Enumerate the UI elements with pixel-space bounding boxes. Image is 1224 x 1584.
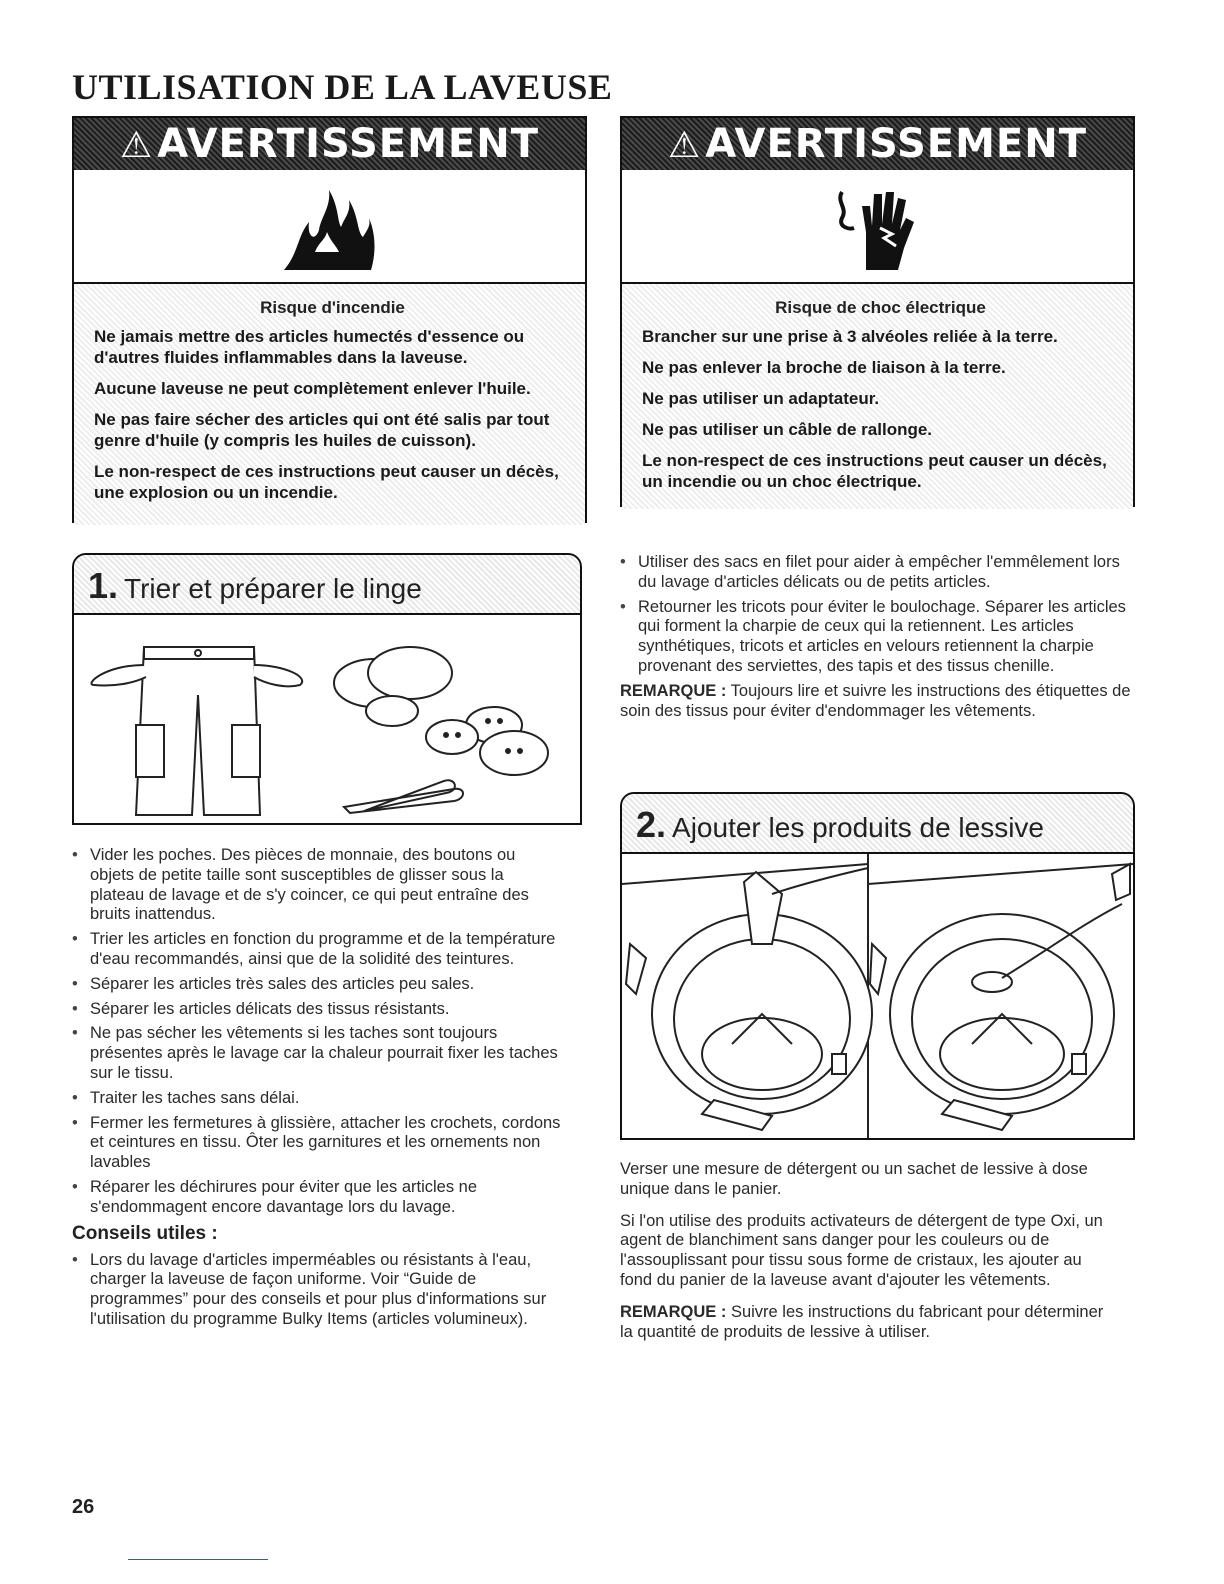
fire-icon-area [74,170,585,284]
page-number: 26 [72,1496,95,1518]
section-1-number: 1. [88,565,119,606]
shock-warning-line: Ne pas utiliser un adaptateur. [642,389,880,408]
list-item: • Trier les articles en fonction du programme et de la température d'eau recommandés, ainsi que de la solidité des teintures. [72,930,562,970]
warning-triangle-icon: ⚠ [667,125,702,166]
section-1-header [74,555,580,615]
section-1-bullet-list [72,846,562,1218]
shock-warning-line: Ne pas enlever la broche de liaison à la terre. [642,358,1006,377]
shock-icon-area [622,170,1133,284]
section-1-title: Trier et préparer le linge [124,573,422,604]
fire-warning-line: Ne jamais mettre des articles humectés d'essence ou d'autres fluides inflammables dans la laveuse. [94,327,525,367]
warning-header [74,118,585,170]
section-1-content [72,846,562,1335]
section-2-title: Ajouter les produits de lessive [672,812,1045,843]
shock-warning-line: Le non-respect de ces instructions peut causer un décès, un incendie ou un choc électrique. [642,451,1107,491]
page-title: UTILISATION DE LA LAVEUSE [72,67,613,107]
note-text: Toujours lire et suivre les instructions des étiquettes de soin des tissus pour éviter d'endommager les vêtements. [620,681,1131,720]
note-label: REMARQUE : [620,681,727,700]
fire-icon [279,182,379,272]
warning-triangle-icon: ⚠ [119,125,154,166]
shock-warning-box [620,116,1135,507]
list-item: • Retourner les tricots pour éviter le boulochage. Séparer les articles qui forment la charpie de ceux qui la retiennent. Les articles synthétiques, tricots et articles en velours retiennent la charpie provenant des serviettes, des tapis et des tissus chenille. [620,598,1135,677]
list-item: • Traiter les taches sans délai. [72,1089,562,1109]
section-2-box [620,792,1135,1140]
fire-warning-box [72,116,587,523]
fire-warning-subtitle: Risque d'incendie [260,298,405,317]
shock-warning-line: Brancher sur une prise à 3 alvéoles reliée à la terre. [642,327,1058,346]
right-column-content [620,553,1135,721]
laundry-sorting-illustration [74,615,580,825]
right-bullet-list [620,553,1135,677]
list-item: • Ne pas sécher les vêtements si les taches sont toujours présentes après le lavage car la chaleur pourrait fixer les taches sur le tissu. [72,1024,562,1083]
list-item: • Vider les poches. Des pièces de monnaie, des boutons ou objets de petite taille sont susceptibles de glisser sous la plateau de lavage et de s'y coincer, ce qui peut entraîne des bruits inattendus. [72,846,562,925]
care-label-note [620,682,1135,722]
shock-warning-line: Ne pas utiliser un câble de rallonge. [642,420,933,439]
section-2-content [620,1160,1110,1342]
list-item: • Fermer les fermetures à glissière, attacher les crochets, cordons et ceintures en tissu. Ôter les garnitures et les ornements non lavables [72,1114,562,1173]
warning-header [622,118,1133,170]
list-item: • Séparer les articles délicats des tissus résistants. [72,1000,562,1020]
fire-warning-line: Ne pas faire sécher des articles qui ont été salis par tout genre d'huile (y compris les huiles de cuisson). [94,410,550,450]
section-2-header [622,794,1133,854]
footer-divider [128,1559,268,1560]
shock-warning-subtitle: Risque de choc électrique [775,298,986,317]
list-item: • Séparer les articles très sales des articles peu sales. [72,975,562,995]
section-2-number: 2. [636,804,667,845]
fire-warning-line: Aucune laveuse ne peut complètement enlever l'huile. [94,379,531,398]
list-item: • Réparer les déchirures pour éviter que les articles ne s'endommagent encore davantage lors du lavage. [72,1178,562,1218]
note-label: REMARQUE : [620,1302,727,1321]
fire-warning-body [74,284,585,525]
section-2-paragraph: Si l'on utilise des produits activateurs de détergent de type Oxi, un agent de blanchiment sans danger pour les couleurs ou de l'assouplissant pour tissu sous forme de cristaux, les ajouter au fond du panier de la laveuse avant d'ajouter les vêtements. [620,1211,1103,1289]
detergent-adding-illustration [622,854,1133,1140]
warning-header-text: AVERTISSEMENT [705,121,1087,167]
note-text: Suivre les instructions du fabricant pour déterminer la quantité de produits de lessive à utiliser. [620,1302,1104,1341]
electric-shock-hand-icon [832,182,922,272]
list-item: • Lors du lavage d'articles imperméables ou résistants à l'eau, charger la laveuse de façon uniforme. Voir “Guide de programmes” pour des conseils et pour plus d'informations sur l'utilisation du programme Bulky Items (articles volumineux). [72,1251,562,1330]
section-1-box [72,553,582,825]
detergent-note [620,1303,1110,1343]
list-item: • Utiliser des sacs en filet pour aider à empêcher l'emmêlement lors du lavage d'articles délicats ou de petits articles. [620,553,1135,593]
fire-warning-line: Le non-respect de ces instructions peut causer un décès, une explosion ou un incendie. [94,462,559,502]
tips-list [72,1251,562,1330]
section-2-paragraph: Verser une mesure de détergent ou un sachet de lessive à dose unique dans le panier. [620,1160,1088,1198]
shock-warning-body [622,284,1133,509]
warning-header-text: AVERTISSEMENT [157,121,539,167]
tips-heading: Conseils utiles : [72,1222,218,1244]
